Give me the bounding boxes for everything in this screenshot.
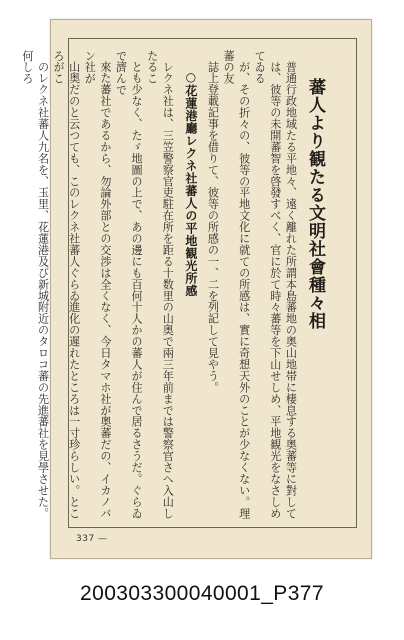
paragraph-intro [205,50,299,520]
text-line: は、彼等の未開蕃智を啓發すべく、官に於て時々蕃等を下山せしめ、平地観光をなさしめてゐる [253,50,282,520]
archive-id-caption: 200303300040001_P377 [80,582,324,605]
section-heading: ○花蓮港廳レクネ社蕃人の平地観光所感 [183,70,198,297]
text-line: のレクネ社蕃人九名を、玉里、花蓮港及び新城附近のタロコ蕃の先進蕃社を見學させた。何しろ [20,50,50,520]
page-number: 337 — [76,534,108,544]
text-line: 來た蕃社であるから、勿論外部との交渉は全くなく、今日タマホ社が奥蕃だの、イカノバン社が [83,50,112,520]
text-line: が、その折々の、彼等の平地文化に就ての所感は、實に奇想天外のことが少なくない。理蕃の友 [222,50,251,520]
text-line: レクネ社は、三笠警察官吏駐在所を距る十数里の山奥で兩三年前までは警察官さへ入山したるこ [145,50,175,520]
text-line: 普通行政地域たる平地々、遠く離れた所謂本島蕃地の奥山地帯に棲息する奥蕃等に對して [284,61,298,520]
text-line: とも少なく、たゞ地圖の上で、あの邊にも百何十人かの蕃人が住んで居るさうだ。ぐらゐで濟んで [114,50,144,520]
article-title: 蕃人より観たる文明社會種々相 [305,78,325,330]
book-page [20,19,372,559]
text-line: 山奥だのと云つても、このレクネ社蕃人ぐらゐ進化の遲れたところは一寸珍らしい。ところがこ [52,50,81,520]
text-line: 誌上登載記事を借りて、彼等の所感の一、二を列記して見やう。 [206,61,220,394]
paragraph-body [19,50,175,520]
vertical-text-block [20,50,325,520]
